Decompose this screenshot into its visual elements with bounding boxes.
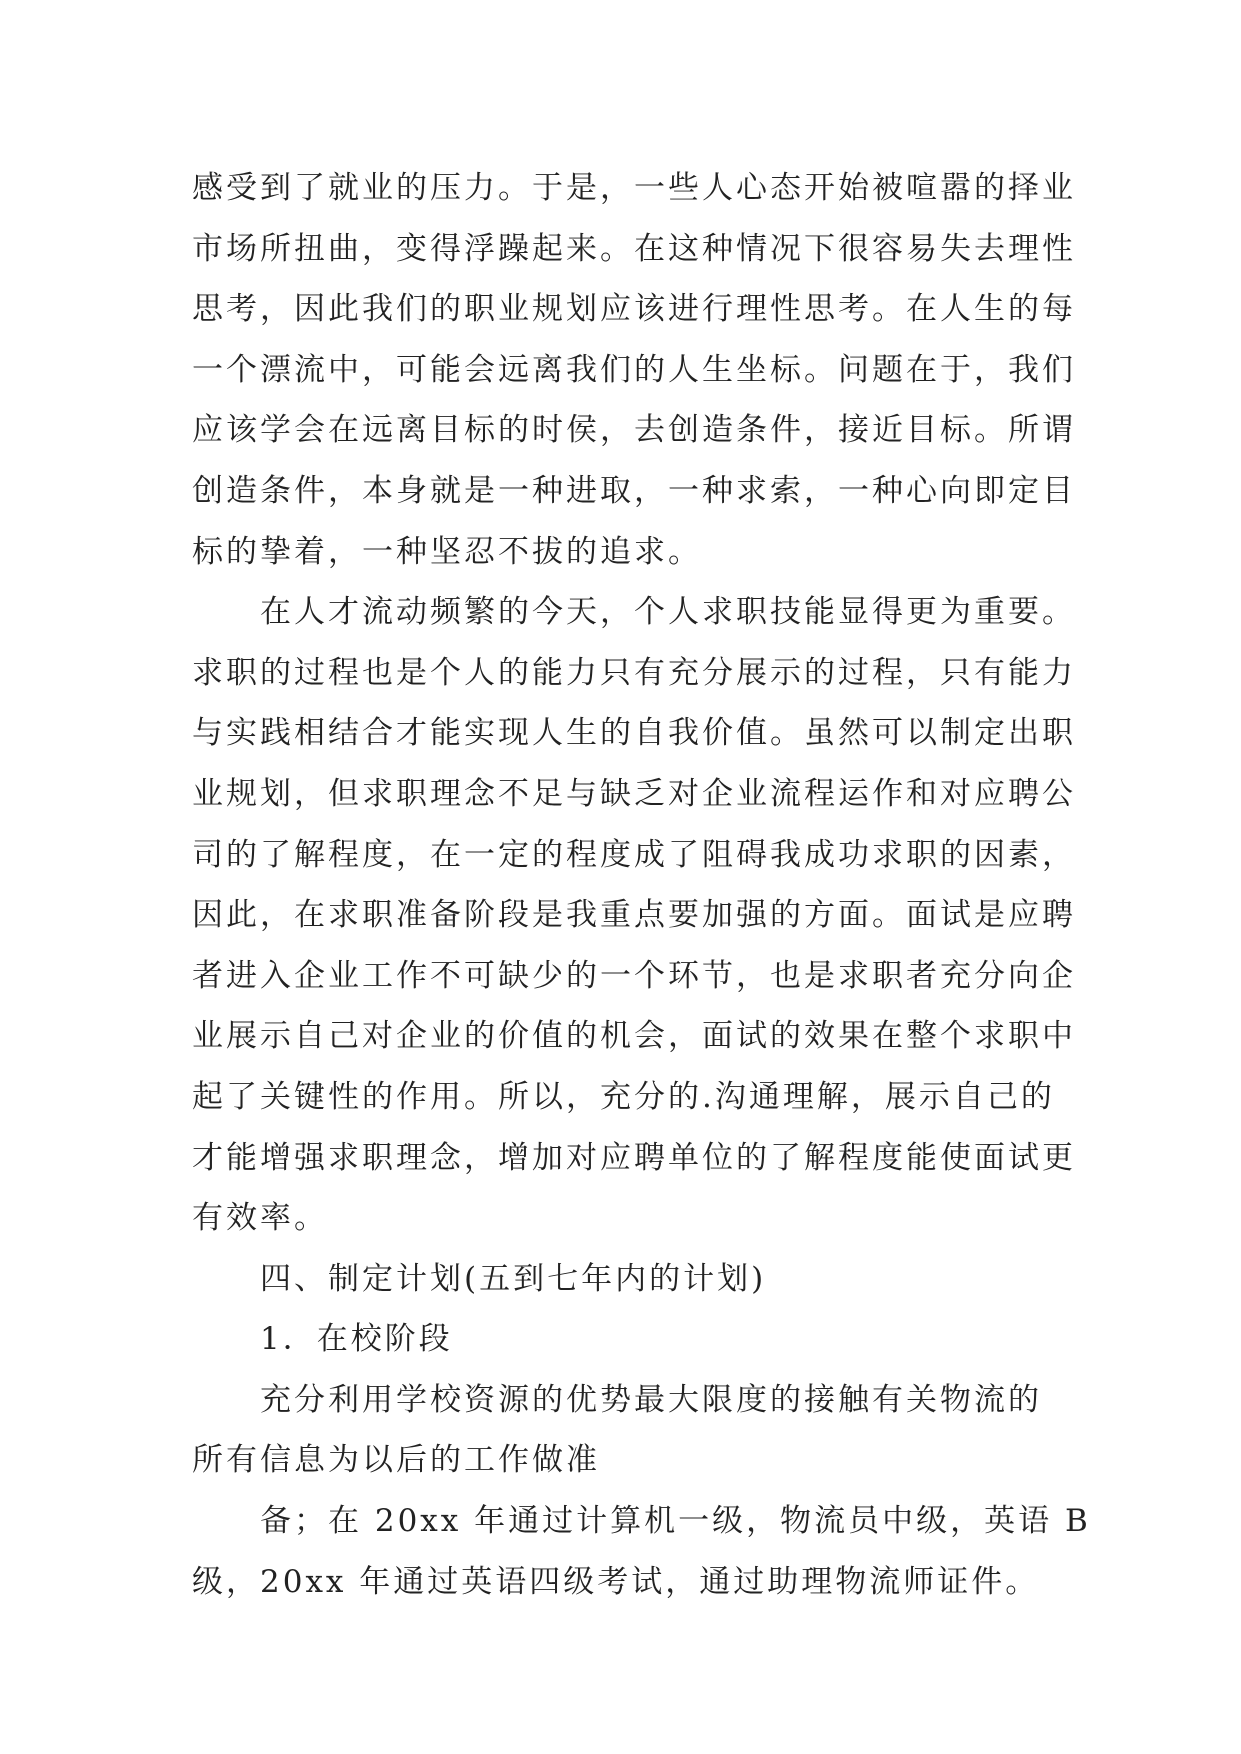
text-line: 一个漂流中，可能会远离我们的人生坐标。问题在于，我们 [192,351,1076,388]
text-line: 与实践相结合才能实现人生的自我价值。虽然可以制定出职 [192,715,1076,752]
text-line: 级，20xx 年通过英语四级考试，通过助理物流师证件。 [192,1563,1040,1600]
paragraph-start-line: 在人才流动频繁的今天，个人求职技能显得更为重要。 [260,594,1076,631]
text-line: 创造条件，本身就是一种进取，一种求索，一种心向即定目 [192,472,1076,509]
text-line: 求职的过程也是个人的能力只有充分展示的过程，只有能力 [192,654,1076,691]
text-line: 业展示自己对企业的价值的机会，面试的效果在整个求职中 [192,1018,1076,1055]
text-line: 市场所扭曲，变得浮躁起来。在这种情况下很容易失去理性 [192,230,1076,267]
text-line: 有效率。 [192,1200,328,1237]
subsection-heading: 1．在校阶段 [260,1321,453,1358]
text-line: 起了关键性的作用。所以，充分的.沟通理解，展示自己的 [192,1078,1055,1115]
document-body [192,158,1091,1612]
text-line: 应该学会在远离目标的时侯，去创造条件，接近目标。所谓 [192,412,1076,449]
paragraph-start-line: 备；在 20xx 年通过计算机一级，物流员中级，英语 B [260,1503,1091,1540]
text-line: 标的挚着，一种坚忍不拔的追求。 [192,533,702,570]
text-line: 思考，因此我们的职业规划应该进行理性思考。在人生的每 [192,291,1076,328]
text-line: 才能增强求职理念，增加对应聘单位的了解程度能使面试更 [192,1139,1076,1176]
text-line: 业规划，但求职理念不足与缺乏对企业流程运作和对应聘公 [192,775,1076,812]
section-heading: 四、制定计划(五到七年内的计划) [260,1260,767,1297]
text-line: 感受到了就业的压力。于是，一些人心态开始被喧嚣的择业 [192,170,1076,206]
text-line: 因此，在求职准备阶段是我重点要加强的方面。面试是应聘 [192,897,1076,934]
paragraph-start-line: 充分利用学校资源的优势最大限度的接触有关物流的 [260,1381,1042,1418]
text-line: 司的了解程度，在一定的程度成了阻碍我成功求职的因素， [192,836,1076,873]
text-line: 者进入企业工作不可缺少的一个环节，也是求职者充分向企 [192,957,1076,994]
text-line: 所有信息为以后的工作做准 [192,1442,600,1479]
